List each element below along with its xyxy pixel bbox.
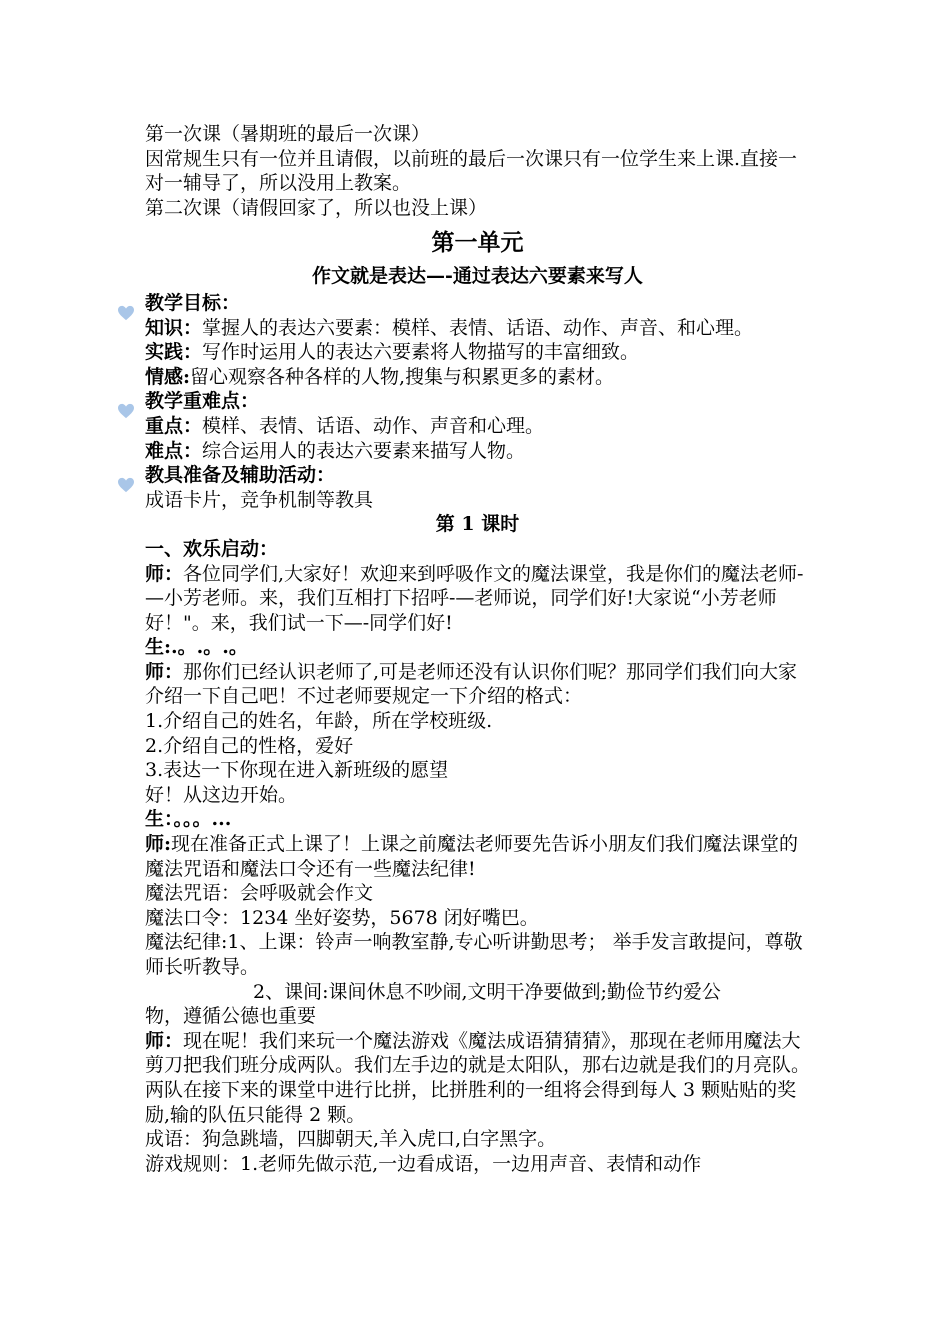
teacher-label: 师： bbox=[145, 660, 184, 683]
emotion-label: 情感: bbox=[145, 365, 191, 388]
unit-title: 第一单元 bbox=[431, 229, 524, 257]
list-item: 1.介绍自己的姓名，年龄，所在学校班级. bbox=[145, 710, 493, 733]
teacher-line-3 bbox=[145, 832, 810, 881]
list-item: 2.介绍自己的性格，爱好 bbox=[145, 734, 354, 757]
knowledge-text: 掌握人的表达六要素：模样、表情、话语、动作、声音、和心理。 bbox=[202, 316, 754, 339]
magic-spell: 魔法咒语：会呼吸就会作文 bbox=[145, 882, 374, 905]
teacher-text: 现在呢！我们来玩一个魔法游戏《魔法成语猜猜猜》，那现在老师用魔法大剪刀把我们班分成两队。我们左手边的就是太阳队，那右边就是我们的月亮队。两队在接下来的课堂中进行比拼，比拼胜利的一组将会得到每人 3 颗贴贴的奖励,输的队伍只能得 2 颗。 bbox=[145, 1029, 811, 1126]
goals-section bbox=[145, 291, 810, 389]
difficulty-text: 综合运用人的表达六要素来描写人物。 bbox=[202, 439, 526, 462]
game-rule-line: 游戏规则：1.老师先做示范,一边看成语，一边用声音、表情和动作 bbox=[145, 1152, 702, 1175]
start-line: 好！从这边开始。 bbox=[145, 783, 298, 806]
materials-section bbox=[145, 463, 810, 512]
practice-text: 写作时运用人的表达六要素将人物描写的丰富细致。 bbox=[202, 341, 640, 364]
intro-line-3: 第二次课（请假回家了，所以也没上课） bbox=[145, 196, 488, 219]
materials-heading: 教具准备及辅助活动： bbox=[145, 464, 336, 487]
goal-emotion bbox=[145, 365, 810, 390]
goal-practice bbox=[145, 340, 810, 365]
keypoint-focus bbox=[145, 414, 810, 439]
keypoints-heading: 教学重难点： bbox=[145, 390, 260, 413]
practice-label: 实践： bbox=[145, 341, 203, 364]
intro-line-1: 第一次课（暑期班的最后一次课） bbox=[145, 123, 431, 145]
document-page bbox=[145, 122, 810, 1176]
lesson-title: 作文就是表达—-通过表达六要素来写人 bbox=[312, 265, 643, 288]
teacher-label: 师： bbox=[145, 562, 184, 585]
teacher-line-4 bbox=[145, 1029, 810, 1127]
teacher-label: 师： bbox=[145, 1029, 184, 1052]
student-line-2: 生：。。。... bbox=[145, 808, 232, 831]
teacher-text: 现在准备正式上课了！上课之前魔法老师要先告诉小朋友们我们魔法课堂的魔法咒语和魔法口令还有一些魔法纪律! bbox=[145, 833, 799, 880]
knowledge-label: 知识： bbox=[145, 316, 203, 339]
keypoints-section bbox=[145, 389, 810, 463]
emotion-text: 留心观察各种各样的人物,搜集与积累更多的素材。 bbox=[190, 365, 615, 388]
teacher-line-2 bbox=[145, 660, 810, 709]
goal-knowledge bbox=[145, 316, 810, 341]
focus-label: 重点： bbox=[145, 414, 203, 437]
intro-line-2: 因常规生只有一位并且请假，以前班的最后一次课只有一位学生来上课.直接一对一辅导了，所以没用上教案。 bbox=[145, 147, 798, 195]
magic-rules-2-cont: 物，遵循公德也重要 bbox=[145, 1005, 317, 1028]
heart-bullet-icon bbox=[117, 477, 135, 493]
period-title: 第 1 课时 bbox=[435, 513, 520, 536]
materials-text: 成语卡片，竞争机制等教具 bbox=[145, 488, 374, 511]
focus-text: 模样、表情、话语、动作、声音和心理。 bbox=[202, 414, 545, 437]
magic-rules-1: 魔法纪律:1、上课：铃声一响教室静,专心听讲勤思考； 举手发言敢提问，尊敬师长听教导。 bbox=[145, 931, 803, 978]
magic-rules-2: 2、课间:课间休息不吵闹,文明干净要做到;勤俭节约爱公 bbox=[253, 980, 721, 1003]
keypoint-difficulty bbox=[145, 439, 810, 464]
student-line-1: 生:.。.。.。 bbox=[145, 636, 248, 659]
teacher-line-1 bbox=[145, 562, 810, 636]
difficulty-label: 难点： bbox=[145, 439, 203, 462]
heart-bullet-icon bbox=[117, 305, 135, 321]
heart-bullet-icon bbox=[117, 403, 135, 419]
teacher-text: 各位同学们,大家好！欢迎来到呼吸作文的魔法课堂，我是你们的魔法老师-—小芳老师。来，我们互相打下招呼-—老师说，同学们好!大家说“小芳老师好！"。来，我们试一下—-同学们好! bbox=[145, 562, 804, 634]
list-item: 3.表达一下你现在进入新班级的愿望 bbox=[145, 759, 449, 782]
goals-heading: 教学目标： bbox=[145, 291, 241, 314]
teacher-label: 师: bbox=[145, 833, 172, 856]
idioms-line: 成语：狗急跳墙，四脚朝天,羊入虎口,白字黑字。 bbox=[145, 1128, 557, 1151]
warmup-heading: 一、欢乐启动： bbox=[145, 537, 279, 560]
magic-command: 魔法口令：1234 坐好姿势，5678 闭好嘴巴。 bbox=[145, 906, 539, 929]
teacher-text: 那你们已经认识老师了,可是老师还没有认识你们呢？那同学们我们向大家介绍一下自己吧！不过老师要规定一下介绍的格式： bbox=[145, 660, 798, 708]
